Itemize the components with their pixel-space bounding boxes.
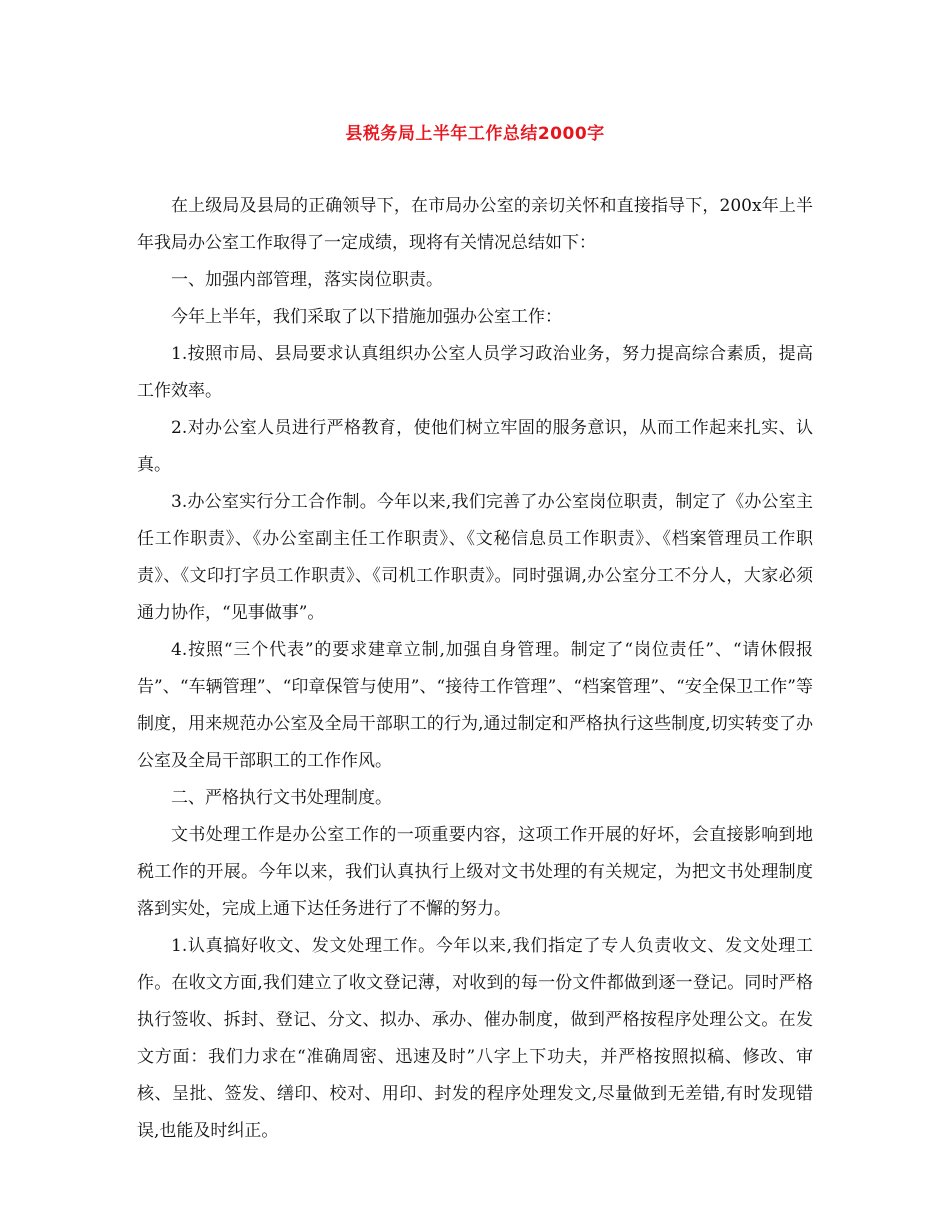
paragraph: 在上级局及县局的正确领导下，在市局办公室的亲切关怀和直接指导下，200x年上半年我局办公室工作取得了一定成绩，现将有关情况总结如下：	[137, 196, 813, 253]
list-item: 1.按照市局、县局要求认真组织办公室人员学习政治业务，努力提高综合素质，提高工作效率。	[137, 344, 813, 401]
list-item: 3.办公室实行分工合作制。今年以来,我们完善了办公室岗位职责，制定了《办公室主任工作职责》、《办公室副主任工作职责》、《文秘信息员工作职责》、《档案管理员工作职责》、《文印打字员工作职责》、《司机工作职责》。同时强调,办公室分工不分人，大家必须通力协作，“见事做事”。	[137, 492, 813, 623]
list-item: 4.按照“三个代表”的要求建章立制,加强自身管理。制定了“岗位责任”、“请休假报告”、“车辆管理”、“印章保管与使用”、“接待工作管理”、“档案管理”、“安全保卫工作”等制度，用来规范办公室及全局干部职工的行为,通过制定和严格执行这些制度,切实转变了办公室及全局干部职工的工作作风。	[137, 640, 813, 771]
section-heading: 一、加强内部管理，落实岗位职责。	[171, 270, 443, 290]
paragraph: 文书处理工作是办公室工作的一项重要内容，这项工作开展的好坏，会直接影响到地税工作的开展。今年以来，我们认真执行上级对文书处理的有关规定，为把文书处理制度落到实处，完成上通下达任务进行了不懈的努力。	[137, 825, 813, 919]
list-item: 1.认真搞好收文、发文处理工作。今年以来,我们指定了专人负责收文、发文处理工作。在收文方面,我们建立了收文登记薄，对收到的每一份文件都做到逐一登记。同时严格执行签收、拆封、登记、分文、拟办、承办、催办制度，做到严格按程序处理公文。在发文方面：我们力求在“准确周密、迅速及时”八字上下功夫，并严格按照拟稿、修改、审核、呈批、签发、缮印、校对、用印、封发的程序处理发文,尽量做到无差错,有时发现错误,也能及时纠正。	[137, 936, 813, 1141]
list-item: 2.对办公室人员进行严格教育，使他们树立牢固的服务意识，从而工作起来扎实、认真。	[137, 418, 813, 475]
document-body	[137, 188, 813, 1150]
paragraph: 今年上半年，我们采取了以下措施加强办公室工作：	[171, 307, 562, 327]
document-title: 县税务局上半年工作总结2000字	[345, 124, 605, 144]
section-heading: 二、严格执行文书处理制度。	[171, 788, 392, 808]
